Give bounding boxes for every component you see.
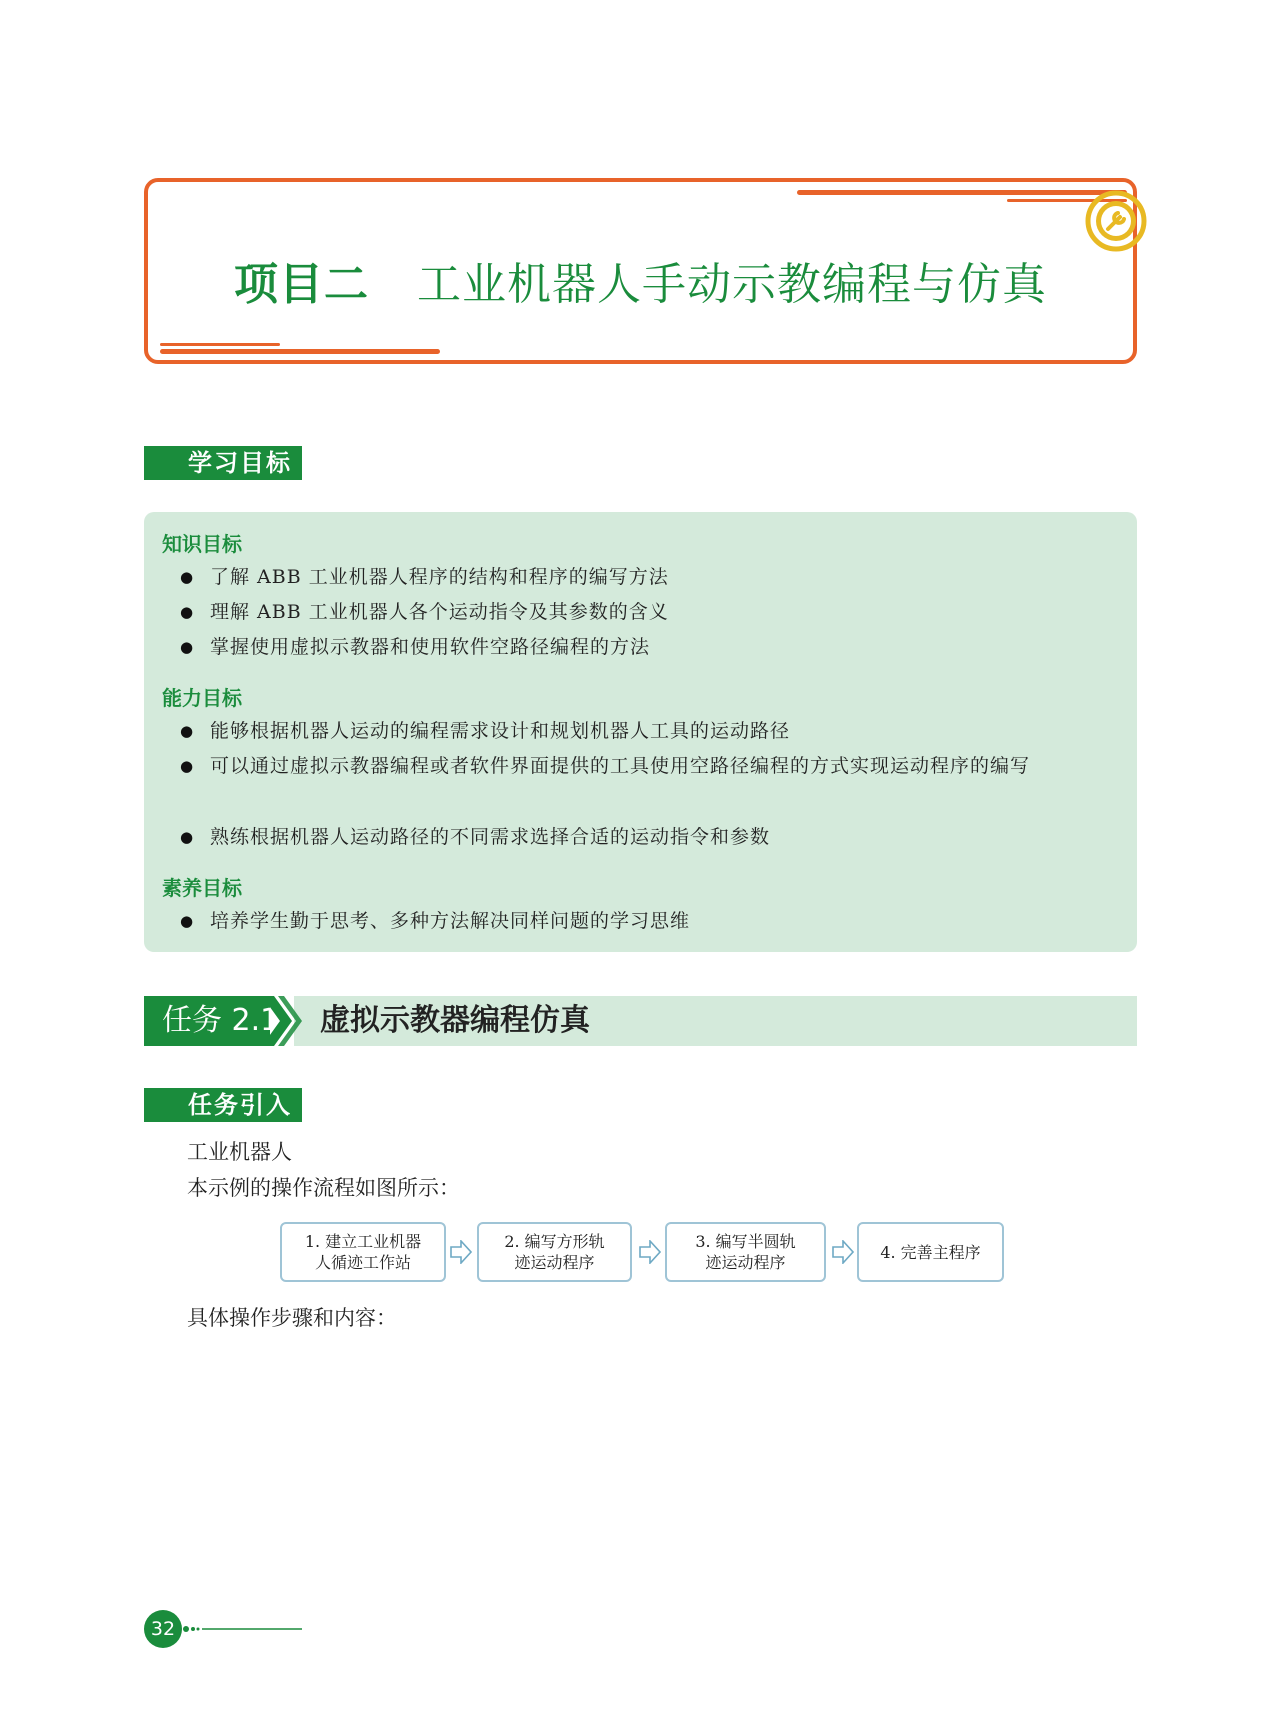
flow-step-text: 3. 编写半圆轨 [695, 1232, 796, 1251]
flow-step-3 [665, 1222, 826, 1282]
quality-heading: 素养目标 [162, 876, 242, 900]
section-label-objectives: 学习目标 [144, 446, 302, 480]
chevron-right-icon [262, 996, 302, 1046]
page-title [148, 248, 1133, 312]
intro-text: 本示例的操作流程如图所示： [187, 1176, 460, 1200]
flow-step-2 [477, 1222, 632, 1282]
intro-text: 工业机器人 [187, 1140, 292, 1164]
flow-step-text: 人循迹工作站 [314, 1253, 411, 1272]
list-item: ● 掌握使用虚拟示教器和使用软件空路径编程的方法 [210, 630, 1115, 665]
banner-stripe [160, 349, 440, 354]
flow-step-text: 2. 编写方形轨 [504, 1232, 605, 1251]
banner-stripe [160, 343, 280, 346]
list-item: ● 可以通过虚拟示教器编程或者软件界面提供的工具使用空路径编程的方式实现运动程序的编写 [210, 749, 1115, 784]
knowledge-heading: 知识目标 [162, 532, 242, 556]
flow-step-4 [857, 1222, 1004, 1282]
task-title: 虚拟示教器编程仿真 [320, 1003, 590, 1038]
list-item: ● 熟练根据机器人运动路径的不同需求选择合适的运动指令和参数 [210, 820, 1115, 855]
page-number: 32 [144, 1610, 182, 1648]
task-header [144, 996, 1137, 1046]
objectives-box [144, 512, 1137, 952]
list-item: ● 能够根据机器人运动的编程需求设计和规划机器人工具的运动路径 [210, 714, 1115, 749]
intro-text: 具体操作步骤和内容： [187, 1306, 397, 1330]
list-item: ● 了解 ABB 工业机器人程序的结构和程序的编写方法 [210, 560, 1115, 595]
page-number-decoration [182, 1622, 302, 1636]
project-banner [144, 178, 1137, 364]
arrow-right-icon [832, 1240, 854, 1264]
project-number: 项目二 [234, 259, 369, 310]
task-number: 任务 2.1 [162, 1003, 280, 1038]
banner-stripe [797, 190, 1127, 195]
list-item: ● 理解 ABB 工业机器人各个运动指令及其参数的含义 [210, 595, 1115, 630]
wrench-gear-icon [1085, 190, 1147, 252]
flow-step-text: 迹运动程序 [514, 1253, 595, 1272]
list-item: ● 培养学生勤于思考、多种方法解决同样问题的学习思维 [210, 904, 1115, 939]
flow-step-text: 1. 建立工业机器 [304, 1232, 422, 1251]
flow-step-1 [280, 1222, 446, 1282]
flow-step-text: 迹运动程序 [705, 1253, 786, 1272]
section-label-intro: 任务引入 [144, 1088, 302, 1122]
arrow-right-icon [639, 1240, 661, 1264]
ability-heading: 能力目标 [162, 686, 242, 710]
arrow-right-icon [450, 1240, 472, 1264]
flow-step-text: 4. 完善主程序 [880, 1242, 981, 1262]
project-title: 工业机器人手动示教编程与仿真 [417, 259, 1047, 310]
